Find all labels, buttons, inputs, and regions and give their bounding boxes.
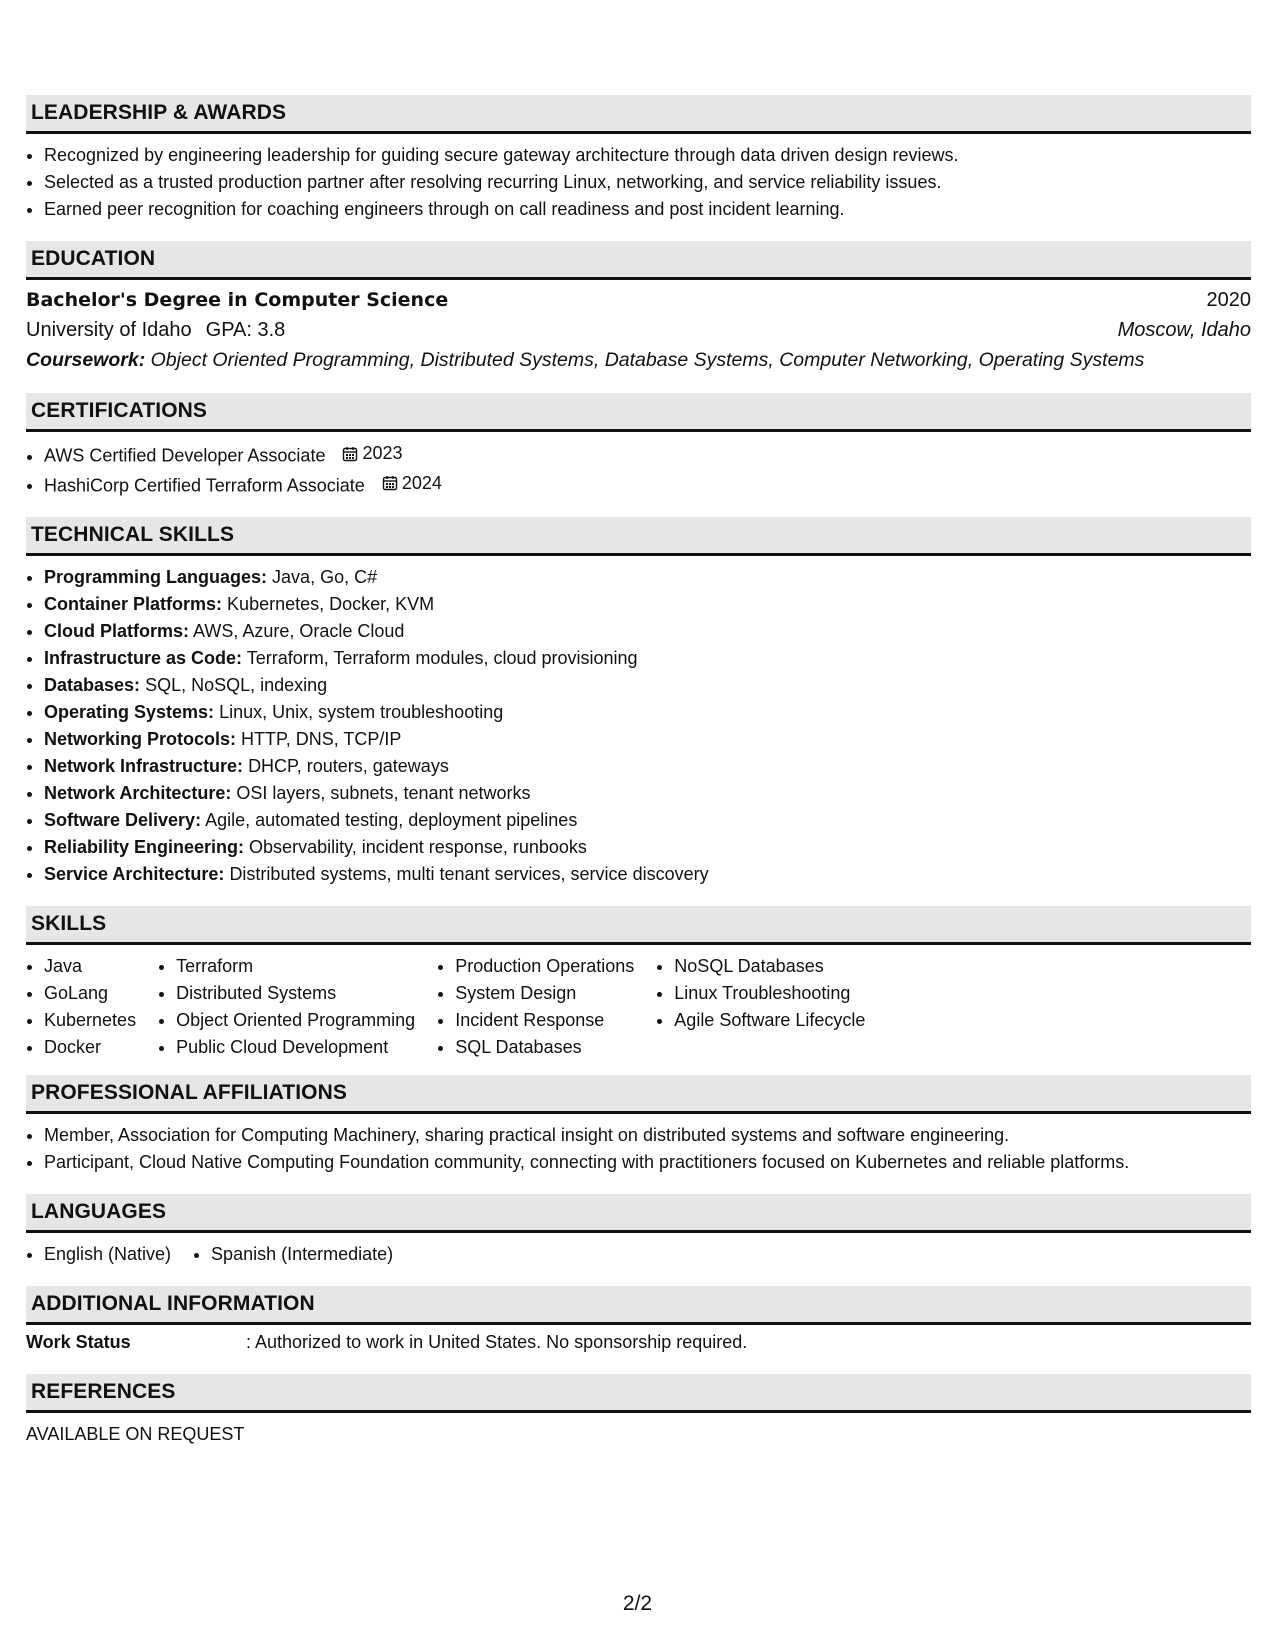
coursework-label: Coursework: [26,349,146,371]
list-item: • Public Cloud Development [176,1034,415,1061]
list-item: • NoSQL Databases [674,953,865,980]
section-heading: LEADERSHIP & AWARDS [26,95,1251,134]
work-status-row [26,1329,1251,1356]
list-item [44,591,1251,618]
calendar-icon [342,446,358,462]
certification-name: AWS Certified Developer Associate [44,445,326,466]
list-item [44,470,1251,500]
work-status-label: Work Status [26,1332,131,1352]
section-heading: TECHNICAL SKILLS [26,517,1251,556]
certification-name: HashiCorp Certified Terraform Associate [44,475,365,495]
section-professional-affiliations [26,1075,1251,1176]
list-item [44,780,1251,807]
skill-values: SQL, NoSQL, indexing [145,675,328,695]
skill-category: Operating Systems: [44,702,215,722]
list-item: • Terraform [176,953,415,980]
list-item: • Selected as a trusted production partner after resolving recurring Linux, networking, and service reliability issues. [44,169,1251,196]
section-heading: ADDITIONAL INFORMATION [26,1286,1251,1325]
skill-category: Container Platforms: [44,594,223,614]
skills-column [437,953,656,1061]
skills-grid [26,953,1251,1061]
list-item: • System Design [455,980,634,1007]
page-number: 2/2 [622,1592,653,1615]
list-item [44,726,1251,753]
list-item: • Earned peer recognition for coaching engineers through on call readiness and post incident learning. [44,196,1251,223]
section-heading: EDUCATION [26,241,1251,280]
section-heading: SKILLS [26,906,1251,945]
section-skills [26,906,1251,1061]
list-item: • Object Oriented Programming [176,1007,415,1034]
skill-category: Service Architecture: [44,864,225,884]
calendar-icon [382,475,398,491]
section-languages [26,1194,1251,1268]
skill-category: Software Delivery: [44,810,202,830]
skill-category: Infrastructure as Code: [44,648,243,668]
list-item: • Incident Response [455,1007,634,1034]
list-item: • Kubernetes [44,1007,136,1034]
affiliations-list [26,1122,1251,1176]
technical-skills-list [26,564,1251,888]
section-technical-skills [26,517,1251,888]
resume-page [26,95,1251,1466]
work-status-value: : Authorized to work in United States. No sponsorship required. [246,1332,748,1352]
skill-values: Agile, automated testing, deployment pipelines [205,810,578,830]
skill-values: Observability, incident response, runbooks [249,837,587,857]
list-item: • Agile Software Lifecycle [674,1007,865,1034]
section-education [26,241,1251,375]
skills-column [656,953,887,1061]
section-certifications [26,393,1251,499]
skill-category: Network Architecture: [44,783,232,803]
list-item: • SQL Databases [455,1034,634,1061]
skills-column [158,953,437,1061]
section-heading: REFERENCES [26,1374,1251,1413]
languages-list [26,1241,1251,1268]
degree-name: Bachelor's Degree in Computer Science [26,289,449,311]
list-item: • English (Native) [44,1241,171,1268]
list-item: • Participant, Cloud Native Computing Foundation community, connecting with practitioners focused on Kubernetes and reliable platforms. [44,1149,1251,1176]
list-item: • Distributed Systems [176,980,415,1007]
skill-category: Networking Protocols: [44,729,237,749]
school-name: University of Idaho [26,319,192,341]
skill-values: AWS, Azure, Oracle Cloud [193,621,405,641]
skill-values: HTTP, DNS, TCP/IP [241,729,402,749]
section-leadership-awards [26,95,1251,223]
section-heading: LANGUAGES [26,1194,1251,1233]
skill-values: DHCP, routers, gateways [248,756,449,776]
list-item [44,699,1251,726]
section-additional-information [26,1286,1251,1356]
section-heading: CERTIFICATIONS [26,393,1251,432]
list-item [44,672,1251,699]
list-item: • Production Operations [455,953,634,980]
skill-values: OSI layers, subnets, tenant networks [236,783,531,803]
skill-category: Programming Languages: [44,567,268,587]
coursework [26,345,1251,375]
coursework-list: Object Oriented Programming, Distributed Systems, Database Systems, Computer Networking, Operating Systems [150,349,1145,371]
skill-category: Cloud Platforms: [44,621,190,641]
certification-year: 2024 [401,472,442,493]
skill-values: Linux, Unix, system troubleshooting [219,702,504,722]
skill-values: Kubernetes, Docker, KVM [227,594,435,614]
certification-year: 2023 [362,443,403,463]
skill-values: Terraform, Terraform modules, cloud provisioning [246,648,638,668]
list-item: • GoLang [44,980,136,1007]
references-text: AVAILABLE ON REQUEST [26,1424,245,1444]
skill-values: Distributed systems, multi tenant services, service discovery [229,864,709,884]
list-item [44,834,1251,861]
school-location: Moscow, Idaho [1117,319,1251,341]
leadership-list [26,142,1251,223]
list-item [44,645,1251,672]
list-item: • Linux Troubleshooting [674,980,865,1007]
graduation-year: 2020 [1206,289,1251,311]
list-item [44,564,1251,591]
list-item [44,440,1251,470]
list-item: • Spanish (Intermediate) [211,1241,393,1268]
section-references [26,1374,1251,1448]
education-school-row [26,315,1251,345]
education-degree-row [26,285,1251,315]
skill-category: Network Infrastructure: [44,756,244,776]
list-item [44,753,1251,780]
skill-category: Reliability Engineering: [44,837,245,857]
certification-list [26,440,1251,499]
list-item: • Recognized by engineering leadership for guiding secure gateway architecture through data driven design reviews. [44,142,1251,169]
list-item [44,807,1251,834]
list-item [44,618,1251,645]
list-item [44,861,1251,888]
skill-values: Java, Go, C# [272,567,378,587]
section-heading: PROFESSIONAL AFFILIATIONS [26,1075,1251,1114]
list-item: • Docker [44,1034,136,1061]
skill-category: Databases: [44,675,141,695]
list-item: • Java [44,953,136,980]
skills-column [26,953,158,1061]
list-item: • Member, Association for Computing Machinery, sharing practical insight on distributed systems and software engineering. [44,1122,1251,1149]
gpa: GPA: 3.8 [205,319,286,341]
